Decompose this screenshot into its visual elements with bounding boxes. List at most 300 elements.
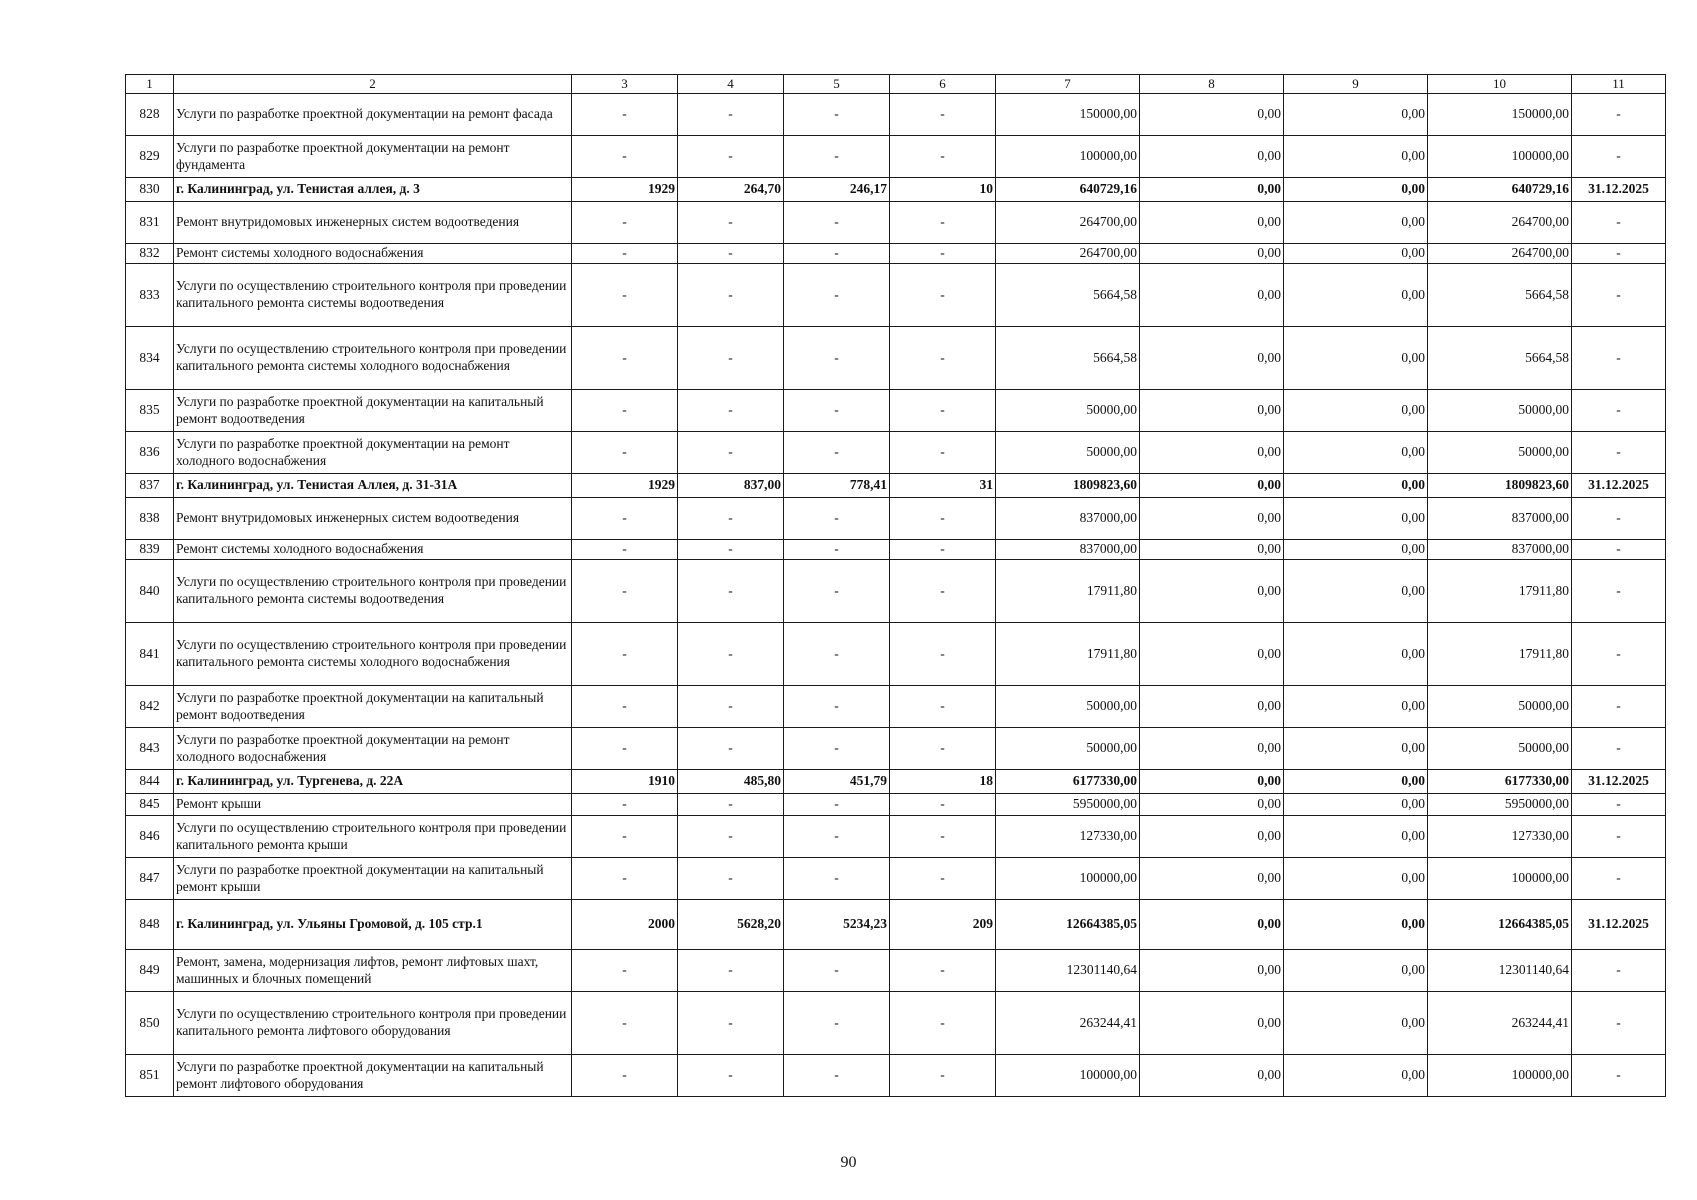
cell-c4: - (678, 950, 784, 992)
cell-c5: - (784, 498, 890, 540)
cell-c11: - (1572, 94, 1666, 136)
cell-c4: 485,80 (678, 770, 784, 794)
cell-n: 832 (126, 244, 174, 264)
cell-c10: 17911,80 (1428, 623, 1572, 686)
cell-c10: 100000,00 (1428, 1055, 1572, 1097)
cell-c4: - (678, 136, 784, 178)
cell-c6: - (890, 244, 996, 264)
cell-c4: - (678, 244, 784, 264)
cell-c11: - (1572, 560, 1666, 623)
cell-c3: 1929 (572, 178, 678, 202)
cell-n: 828 (126, 94, 174, 136)
cell-c4: - (678, 94, 784, 136)
cell-n: 844 (126, 770, 174, 794)
cell-c10: 100000,00 (1428, 136, 1572, 178)
cell-c4: - (678, 327, 784, 390)
cell-c7: 1809823,60 (996, 474, 1140, 498)
cell-c10: 150000,00 (1428, 94, 1572, 136)
page-number: 90 (840, 1154, 857, 1171)
address-row (126, 770, 1666, 794)
cell-desc: Услуги по разработке проектной документации на ремонт холодного водоснабжения (174, 728, 572, 770)
cell-c3: - (572, 94, 678, 136)
cell-c11: - (1572, 623, 1666, 686)
cell-c9: 0,00 (1284, 136, 1428, 178)
cell-c3: 1910 (572, 770, 678, 794)
cell-n: 833 (126, 264, 174, 327)
cell-desc: Услуги по осуществлению строительного контроля при проведении капитального ремонта системы водоотведения (174, 264, 572, 327)
cell-c9: 0,00 (1284, 432, 1428, 474)
cell-c9: 0,00 (1284, 950, 1428, 992)
cell-c3: - (572, 686, 678, 728)
cell-c7: 50000,00 (996, 390, 1140, 432)
cell-c5: - (784, 390, 890, 432)
cell-c3: - (572, 244, 678, 264)
cell-n: 850 (126, 992, 174, 1055)
cell-c6: - (890, 560, 996, 623)
cell-c9: 0,00 (1284, 770, 1428, 794)
address-row (126, 178, 1666, 202)
cell-c11: 31.12.2025 (1572, 900, 1666, 950)
cell-c8: 0,00 (1140, 94, 1284, 136)
cell-n: 835 (126, 390, 174, 432)
cell-c5: - (784, 560, 890, 623)
cell-c5: - (784, 432, 890, 474)
cell-c10: 5664,58 (1428, 264, 1572, 327)
cell-c6: - (890, 136, 996, 178)
cell-c3: - (572, 1055, 678, 1097)
cell-c10: 50000,00 (1428, 390, 1572, 432)
cell-c8: 0,00 (1140, 202, 1284, 244)
cell-c8: 0,00 (1140, 728, 1284, 770)
cell-desc: г. Калининград, ул. Тургенева, д. 22А (174, 770, 572, 794)
cell-c7: 50000,00 (996, 432, 1140, 474)
cell-c7: 17911,80 (996, 623, 1140, 686)
cell-c11: - (1572, 136, 1666, 178)
cell-c9: 0,00 (1284, 858, 1428, 900)
cell-c8: 0,00 (1140, 560, 1284, 623)
cell-c6: - (890, 950, 996, 992)
cell-c11: - (1572, 816, 1666, 858)
column-header: 6 (890, 75, 996, 94)
table-row (126, 858, 1666, 900)
cell-c6: - (890, 1055, 996, 1097)
cell-n: 848 (126, 900, 174, 950)
cell-desc: Услуги по разработке проектной документации на ремонт фундамента (174, 136, 572, 178)
cell-c7: 50000,00 (996, 728, 1140, 770)
cell-c11: - (1572, 498, 1666, 540)
cell-c5: - (784, 1055, 890, 1097)
cell-c3: - (572, 794, 678, 816)
cell-c7: 837000,00 (996, 498, 1140, 540)
cell-n: 851 (126, 1055, 174, 1097)
cell-c4: 837,00 (678, 474, 784, 498)
cell-c10: 263244,41 (1428, 992, 1572, 1055)
cell-desc: Ремонт внутридомовых инженерных систем водоотведения (174, 202, 572, 244)
cell-c9: 0,00 (1284, 474, 1428, 498)
cell-n: 842 (126, 686, 174, 728)
table-row (126, 432, 1666, 474)
cell-c3: - (572, 432, 678, 474)
cell-desc: Услуги по разработке проектной документации на ремонт холодного водоснабжения (174, 432, 572, 474)
cell-c4: - (678, 728, 784, 770)
cell-c7: 12664385,05 (996, 900, 1140, 950)
cell-c5: 451,79 (784, 770, 890, 794)
cell-c5: - (784, 264, 890, 327)
cell-n: 838 (126, 498, 174, 540)
table-row (126, 264, 1666, 327)
cell-c6: - (890, 498, 996, 540)
cell-c6: - (890, 264, 996, 327)
cell-c10: 640729,16 (1428, 178, 1572, 202)
cell-c3: - (572, 623, 678, 686)
column-header: 2 (174, 75, 572, 94)
cell-c6: - (890, 858, 996, 900)
cell-c6: - (890, 623, 996, 686)
cell-c4: - (678, 390, 784, 432)
cell-c8: 0,00 (1140, 816, 1284, 858)
cell-c11: - (1572, 992, 1666, 1055)
cell-c4: 5628,20 (678, 900, 784, 950)
cell-c9: 0,00 (1284, 560, 1428, 623)
cell-c11: 31.12.2025 (1572, 770, 1666, 794)
cell-c3: - (572, 202, 678, 244)
cell-c9: 0,00 (1284, 794, 1428, 816)
cell-desc: Услуги по разработке проектной документации на капитальный ремонт водоотведения (174, 390, 572, 432)
cell-c7: 640729,16 (996, 178, 1140, 202)
cell-c5: - (784, 794, 890, 816)
cell-c7: 263244,41 (996, 992, 1140, 1055)
cell-c9: 0,00 (1284, 728, 1428, 770)
cell-c7: 264700,00 (996, 244, 1140, 264)
table-row (126, 202, 1666, 244)
cell-n: 834 (126, 327, 174, 390)
cell-desc: г. Калининград, ул. Тенистая аллея, д. 3 (174, 178, 572, 202)
table-row (126, 950, 1666, 992)
column-header: 9 (1284, 75, 1428, 94)
cell-c10: 50000,00 (1428, 728, 1572, 770)
cell-c11: - (1572, 264, 1666, 327)
column-header: 1 (126, 75, 174, 94)
cell-c5: - (784, 327, 890, 390)
cell-c3: - (572, 950, 678, 992)
cell-c3: - (572, 390, 678, 432)
cell-desc: Услуги по осуществлению строительного контроля при проведении капитального ремонта системы холодного водоснабжения (174, 623, 572, 686)
cell-c10: 264700,00 (1428, 244, 1572, 264)
cell-c11: - (1572, 202, 1666, 244)
cell-c9: 0,00 (1284, 244, 1428, 264)
document-sheet (125, 74, 1665, 1097)
cell-n: 849 (126, 950, 174, 992)
cell-c3: 1929 (572, 474, 678, 498)
cell-c6: 209 (890, 900, 996, 950)
cell-c4: - (678, 560, 784, 623)
cell-c8: 0,00 (1140, 992, 1284, 1055)
table-row (126, 498, 1666, 540)
cell-desc: г. Калининград, ул. Ульяны Громовой, д. 105 стр.1 (174, 900, 572, 950)
cell-c9: 0,00 (1284, 992, 1428, 1055)
cell-desc: Услуги по разработке проектной документации на капитальный ремонт крыши (174, 858, 572, 900)
repair-program-table (125, 74, 1666, 1097)
cell-c11: 31.12.2025 (1572, 178, 1666, 202)
cell-c11: - (1572, 728, 1666, 770)
table-row (126, 686, 1666, 728)
cell-c5: - (784, 244, 890, 264)
table-row (126, 623, 1666, 686)
cell-n: 830 (126, 178, 174, 202)
cell-c10: 50000,00 (1428, 686, 1572, 728)
cell-c10: 12301140,64 (1428, 950, 1572, 992)
table-row (126, 136, 1666, 178)
table-row (126, 728, 1666, 770)
cell-c7: 5664,58 (996, 264, 1140, 327)
cell-c6: - (890, 794, 996, 816)
cell-c3: - (572, 728, 678, 770)
cell-c7: 100000,00 (996, 136, 1140, 178)
cell-c10: 5664,58 (1428, 327, 1572, 390)
table-row (126, 327, 1666, 390)
cell-c9: 0,00 (1284, 327, 1428, 390)
cell-c9: 0,00 (1284, 390, 1428, 432)
cell-n: 847 (126, 858, 174, 900)
cell-c9: 0,00 (1284, 264, 1428, 327)
table-row (126, 816, 1666, 858)
cell-c8: 0,00 (1140, 1055, 1284, 1097)
cell-c8: 0,00 (1140, 950, 1284, 992)
cell-c8: 0,00 (1140, 264, 1284, 327)
cell-c11: - (1572, 1055, 1666, 1097)
cell-n: 846 (126, 816, 174, 858)
cell-c5: - (784, 992, 890, 1055)
cell-desc: Ремонт системы холодного водоснабжения (174, 540, 572, 560)
cell-c5: - (784, 202, 890, 244)
cell-c10: 100000,00 (1428, 858, 1572, 900)
cell-c8: 0,00 (1140, 623, 1284, 686)
cell-desc: Услуги по осуществлению строительного контроля при проведении капитального ремонта крыши (174, 816, 572, 858)
cell-c9: 0,00 (1284, 94, 1428, 136)
cell-c4: - (678, 858, 784, 900)
cell-c3: - (572, 560, 678, 623)
cell-c4: - (678, 540, 784, 560)
cell-c7: 6177330,00 (996, 770, 1140, 794)
cell-desc: г. Калининград, ул. Тенистая Аллея, д. 31-31А (174, 474, 572, 498)
cell-c6: 31 (890, 474, 996, 498)
cell-c6: - (890, 390, 996, 432)
cell-c3: 2000 (572, 900, 678, 950)
cell-desc: Ремонт внутридомовых инженерных систем водоотведения (174, 498, 572, 540)
cell-c7: 150000,00 (996, 94, 1140, 136)
table-row (126, 94, 1666, 136)
cell-c8: 0,00 (1140, 686, 1284, 728)
cell-c6: - (890, 327, 996, 390)
cell-c8: 0,00 (1140, 794, 1284, 816)
cell-c8: 0,00 (1140, 474, 1284, 498)
cell-c11: - (1572, 540, 1666, 560)
cell-c11: - (1572, 390, 1666, 432)
cell-c7: 5664,58 (996, 327, 1140, 390)
cell-c3: - (572, 498, 678, 540)
column-header: 10 (1428, 75, 1572, 94)
cell-c5: 778,41 (784, 474, 890, 498)
cell-c5: - (784, 816, 890, 858)
cell-c5: 246,17 (784, 178, 890, 202)
cell-desc: Услуги по осуществлению строительного контроля при проведении капитального ремонта лифтового оборудования (174, 992, 572, 1055)
cell-c8: 0,00 (1140, 540, 1284, 560)
cell-c6: - (890, 432, 996, 474)
cell-c9: 0,00 (1284, 498, 1428, 540)
cell-c4: - (678, 992, 784, 1055)
cell-c6: - (890, 728, 996, 770)
cell-n: 836 (126, 432, 174, 474)
cell-n: 841 (126, 623, 174, 686)
cell-c7: 50000,00 (996, 686, 1140, 728)
cell-c5: - (784, 686, 890, 728)
column-header: 11 (1572, 75, 1666, 94)
cell-desc: Услуги по разработке проектной документации на капитальный ремонт лифтового оборудования (174, 1055, 572, 1097)
cell-c9: 0,00 (1284, 178, 1428, 202)
cell-c3: - (572, 264, 678, 327)
cell-c10: 264700,00 (1428, 202, 1572, 244)
cell-c4: - (678, 623, 784, 686)
cell-c11: - (1572, 432, 1666, 474)
cell-c5: - (784, 728, 890, 770)
cell-c11: 31.12.2025 (1572, 474, 1666, 498)
cell-c3: - (572, 816, 678, 858)
cell-c3: - (572, 540, 678, 560)
cell-c9: 0,00 (1284, 816, 1428, 858)
cell-desc: Услуги по разработке проектной документации на ремонт фасада (174, 94, 572, 136)
cell-c4: - (678, 794, 784, 816)
cell-c5: - (784, 94, 890, 136)
cell-c11: - (1572, 950, 1666, 992)
address-row (126, 900, 1666, 950)
cell-c10: 50000,00 (1428, 432, 1572, 474)
table-body (126, 75, 1666, 1097)
cell-c7: 837000,00 (996, 540, 1140, 560)
cell-c11: - (1572, 686, 1666, 728)
cell-c3: - (572, 136, 678, 178)
cell-c7: 100000,00 (996, 1055, 1140, 1097)
table-row (126, 560, 1666, 623)
cell-c8: 0,00 (1140, 498, 1284, 540)
cell-n: 829 (126, 136, 174, 178)
cell-c6: - (890, 540, 996, 560)
cell-n: 837 (126, 474, 174, 498)
cell-n: 845 (126, 794, 174, 816)
cell-c5: - (784, 623, 890, 686)
cell-c4: - (678, 498, 784, 540)
cell-c11: - (1572, 244, 1666, 264)
cell-c11: - (1572, 858, 1666, 900)
cell-c6: - (890, 94, 996, 136)
cell-desc: Ремонт, замена, модернизация лифтов, ремонт лифтовых шахт, машинных и блочных помещений (174, 950, 572, 992)
table-row (126, 794, 1666, 816)
cell-c8: 0,00 (1140, 244, 1284, 264)
cell-c8: 0,00 (1140, 432, 1284, 474)
column-header: 4 (678, 75, 784, 94)
cell-c5: - (784, 858, 890, 900)
cell-c5: - (784, 136, 890, 178)
cell-c9: 0,00 (1284, 1055, 1428, 1097)
cell-c9: 0,00 (1284, 540, 1428, 560)
column-header: 8 (1140, 75, 1284, 94)
cell-c11: - (1572, 327, 1666, 390)
cell-desc: Услуги по осуществлению строительного контроля при проведении капитального ремонта системы холодного водоснабжения (174, 327, 572, 390)
cell-c7: 100000,00 (996, 858, 1140, 900)
cell-n: 839 (126, 540, 174, 560)
cell-c6: - (890, 992, 996, 1055)
cell-c5: 5234,23 (784, 900, 890, 950)
cell-c7: 264700,00 (996, 202, 1140, 244)
cell-desc: Ремонт крыши (174, 794, 572, 816)
cell-c10: 127330,00 (1428, 816, 1572, 858)
table-row (126, 992, 1666, 1055)
cell-c7: 12301140,64 (996, 950, 1140, 992)
cell-c6: - (890, 816, 996, 858)
cell-c10: 6177330,00 (1428, 770, 1572, 794)
cell-c8: 0,00 (1140, 390, 1284, 432)
cell-c7: 5950000,00 (996, 794, 1140, 816)
cell-c8: 0,00 (1140, 327, 1284, 390)
cell-c3: - (572, 858, 678, 900)
cell-c10: 5950000,00 (1428, 794, 1572, 816)
cell-c8: 0,00 (1140, 858, 1284, 900)
cell-c4: - (678, 202, 784, 244)
cell-desc: Услуги по разработке проектной документации на капитальный ремонт водоотведения (174, 686, 572, 728)
cell-c4: - (678, 686, 784, 728)
cell-c10: 17911,80 (1428, 560, 1572, 623)
cell-n: 831 (126, 202, 174, 244)
cell-c9: 0,00 (1284, 900, 1428, 950)
cell-c9: 0,00 (1284, 686, 1428, 728)
cell-c4: 264,70 (678, 178, 784, 202)
cell-c4: - (678, 432, 784, 474)
cell-c8: 0,00 (1140, 178, 1284, 202)
cell-c6: - (890, 202, 996, 244)
cell-c8: 0,00 (1140, 900, 1284, 950)
cell-c9: 0,00 (1284, 202, 1428, 244)
column-header: 3 (572, 75, 678, 94)
column-header-row (126, 75, 1666, 94)
cell-c8: 0,00 (1140, 770, 1284, 794)
cell-c3: - (572, 327, 678, 390)
cell-n: 843 (126, 728, 174, 770)
cell-c4: - (678, 816, 784, 858)
cell-c6: 10 (890, 178, 996, 202)
cell-c6: - (890, 686, 996, 728)
table-row (126, 390, 1666, 432)
column-header: 7 (996, 75, 1140, 94)
cell-c11: - (1572, 794, 1666, 816)
cell-c7: 17911,80 (996, 560, 1140, 623)
cell-c3: - (572, 992, 678, 1055)
cell-c9: 0,00 (1284, 623, 1428, 686)
column-header: 5 (784, 75, 890, 94)
cell-c7: 127330,00 (996, 816, 1140, 858)
cell-c5: - (784, 540, 890, 560)
cell-c10: 837000,00 (1428, 540, 1572, 560)
cell-c4: - (678, 264, 784, 327)
cell-c8: 0,00 (1140, 136, 1284, 178)
cell-c10: 12664385,05 (1428, 900, 1572, 950)
cell-n: 840 (126, 560, 174, 623)
cell-c6: 18 (890, 770, 996, 794)
table-row (126, 540, 1666, 560)
cell-desc: Ремонт системы холодного водоснабжения (174, 244, 572, 264)
cell-c10: 1809823,60 (1428, 474, 1572, 498)
cell-desc: Услуги по осуществлению строительного контроля при проведении капитального ремонта системы водоотведения (174, 560, 572, 623)
table-row (126, 244, 1666, 264)
cell-c4: - (678, 1055, 784, 1097)
